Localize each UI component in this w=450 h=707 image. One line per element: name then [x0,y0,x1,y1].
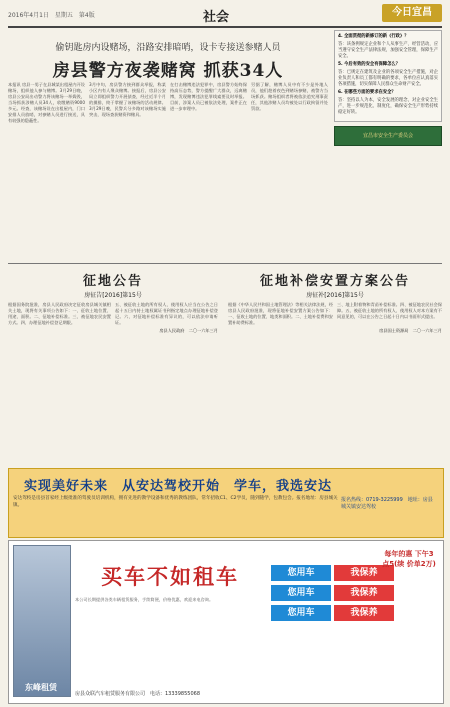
car-rental-ad [8,540,444,704]
land-notice [8,270,218,334]
land-notice-number: 房征告[2016]第15号 [84,292,142,299]
compensation-notice-signature: 房县国土资源局 二〇一六年三月 [379,328,442,333]
notices-section [8,263,442,464]
car-rental-pill-a2: 您用车 [271,585,331,601]
driving-school-ad-contact: 报名热线：0719-3225999 地址：房县城关镇安达驾校 [341,497,433,510]
article-column-4: 另据了解，赌博人员中有不少是外地人员，他们趁着夜色到赌场参赌，被警方当场抓获。赌场组织者将被依法追究刑事责任，其他涉赌人员均被处以行政拘留并处罚款。 [251,82,328,111]
section-title: 社会 [203,10,230,25]
car-rental-pill-b2: 我保养 [334,585,394,601]
car-rental-pill-b3: 我保养 [334,605,394,621]
article-kicker: 偷钥匙房内设赌场，沿路安排暗哨，设卡专接送参赌人员 [55,43,281,53]
compensation-notice-number: 房征补[2016]第15号 [306,292,364,299]
sidebar-box [334,30,442,122]
car-rental-pill-a3: 您用车 [271,605,331,621]
land-notice-title: 征地公告 [82,274,143,289]
compensation-notice-col-1: 根据《中华人民共和国土地管理法》等相关法律法规，经房县人民政府批准，现将征地补偿安置方案公告如下：一、征收土地的位置、地类和面积。二、土地补偿费和安置补助费标准。 [228,302,333,325]
page-header [8,4,442,28]
sidebar-qa [334,30,442,260]
article-headline: 房县警方夜袭赌窝 抓获34人 [52,61,284,81]
sidebar-question-1: 4. 全面贯彻的新修订的新《行政》？ [338,34,409,39]
sidebar-question-2: 5. 今后有效的安全有保障怎么？ [338,62,400,67]
compensation-notice [228,270,442,334]
compensation-notice-title: 征地补偿安置方案公告 [259,274,410,289]
car-rental-promo: 每年的惠 下午3点5(续 价单2万) [382,550,436,568]
driving-school-ad-title: 实现美好未来 从安达驾校开始 学车，我选安达 [23,479,332,494]
land-notice-signature: 房县人民政府 二〇一六年三月 [159,328,218,333]
car-rental-footer: 房县众联汽车租赁服务有限公司 电话：13339855068 [75,691,200,697]
sidebar-banner: 宜昌市安全生产委员会 [334,126,442,146]
article-body [8,82,328,257]
driving-school-ad-text: 安达驾校是房县首家经上级批准的驾驶员培训机构，拥有先进的教学设备和优秀的教练团队，常年招收C1、C2学员，随到随学，包教包会。报名地址：房县城关镇。 [13,496,338,508]
land-notice-col-1: 根据国务院批准，房县人民政府决定征收房县城关镇相关土地，现将有关事项公告如下：一、征收土地位置、用途、面积。二、征地补偿标准。三、被征地农民安置方式。四、办理征地补偿登记期限。 [8,302,111,325]
article-column-2: 3月中旬，房县警方接到群众举报，称某小区内有人聚众赌博。接报后，房县公安局立即组织警力开展侦查，经过近半个月的摸排，终于掌握了该赌场的活动规律。3月29日晚，民警兵分多路对该赌场实施突击，现场查获赌资和赌具。 [89,82,166,117]
compensation-notice-body [228,302,442,326]
car-rental-pill-a: 您用车 [271,565,331,581]
car-photo [13,545,71,697]
sidebar-answer-1: 答：该条例规定企业和个人从事生产、经营活动，应当遵守安全生产法律法规，加强安全管理，保障生产安全。 [338,42,438,59]
sidebar-question-3: 6. 在哪些方面的要求在安全？ [338,90,396,95]
article-column-1: 本报讯 房县一男子在县城某出租屋内开设赌场，组织他人参与赌博。3月29日晚，房县公安局出动警力将该赌场一举捣毁，当场抓获涉赌人员34人，收缴赌资9000多元。经查，该赌场设在出租屋内，门口安排人员放哨，对参赌人员进行接送，具有较强的隐蔽性。 [8,82,85,123]
article-column-3: 在打击赌博违法犯罪中，房县警方始终保持高压态势，警方提醒广大群众，远离赌博，发现赌博违法犯罪线索要及时举报。目前，涉案人员已被依法处理，案件正在进一步审理中。 [170,82,247,111]
car-rental-pill-b: 我保养 [334,565,394,581]
car-rental-headline: 买车不如租车 [101,564,239,589]
issue-date: 2016年4月1日 星期五 第4版 [8,12,95,19]
newspaper-logo: 今日宜昌 [382,4,442,22]
driving-school-ad [8,468,444,538]
compensation-notice-col-2: 三、地上附着物和青苗补偿标准。四、被征地农民社会保障。五、被征收土地的所有权人、使用权人对本方案有不同意见的，可以在公告之日起十日内以书面形式提出。 [337,302,442,319]
sidebar-answer-2: 答：已规定在建筑及企业的各项安全生产措施，对企业负责人和员工都有明确的要求，各单位应认真落实各项措施，切实保障人民群众生命财产安全。 [338,70,438,87]
land-notice-col-2: 五、被征收土地的所有权人、使用权人应当在公告之日起十五日内持土地权属证书到指定地点办理征地补偿登记。六、对征地补偿标准有异议的，可以依法申请听证。 [115,302,218,325]
sidebar-answer-3: 答：坚持以人为本，安全发展的理念，对企业安全生产，进一步规范化、制度化，确保安全生产形势持续稳定好转。 [338,98,438,115]
land-notice-body [8,302,218,326]
car-rental-subtext: 本公司长期提供各类车辆租赁服务，手续简便，价格优惠，欢迎来电咨询。 [75,597,214,602]
car-rental-brand: 东峰租赁 [25,683,57,692]
